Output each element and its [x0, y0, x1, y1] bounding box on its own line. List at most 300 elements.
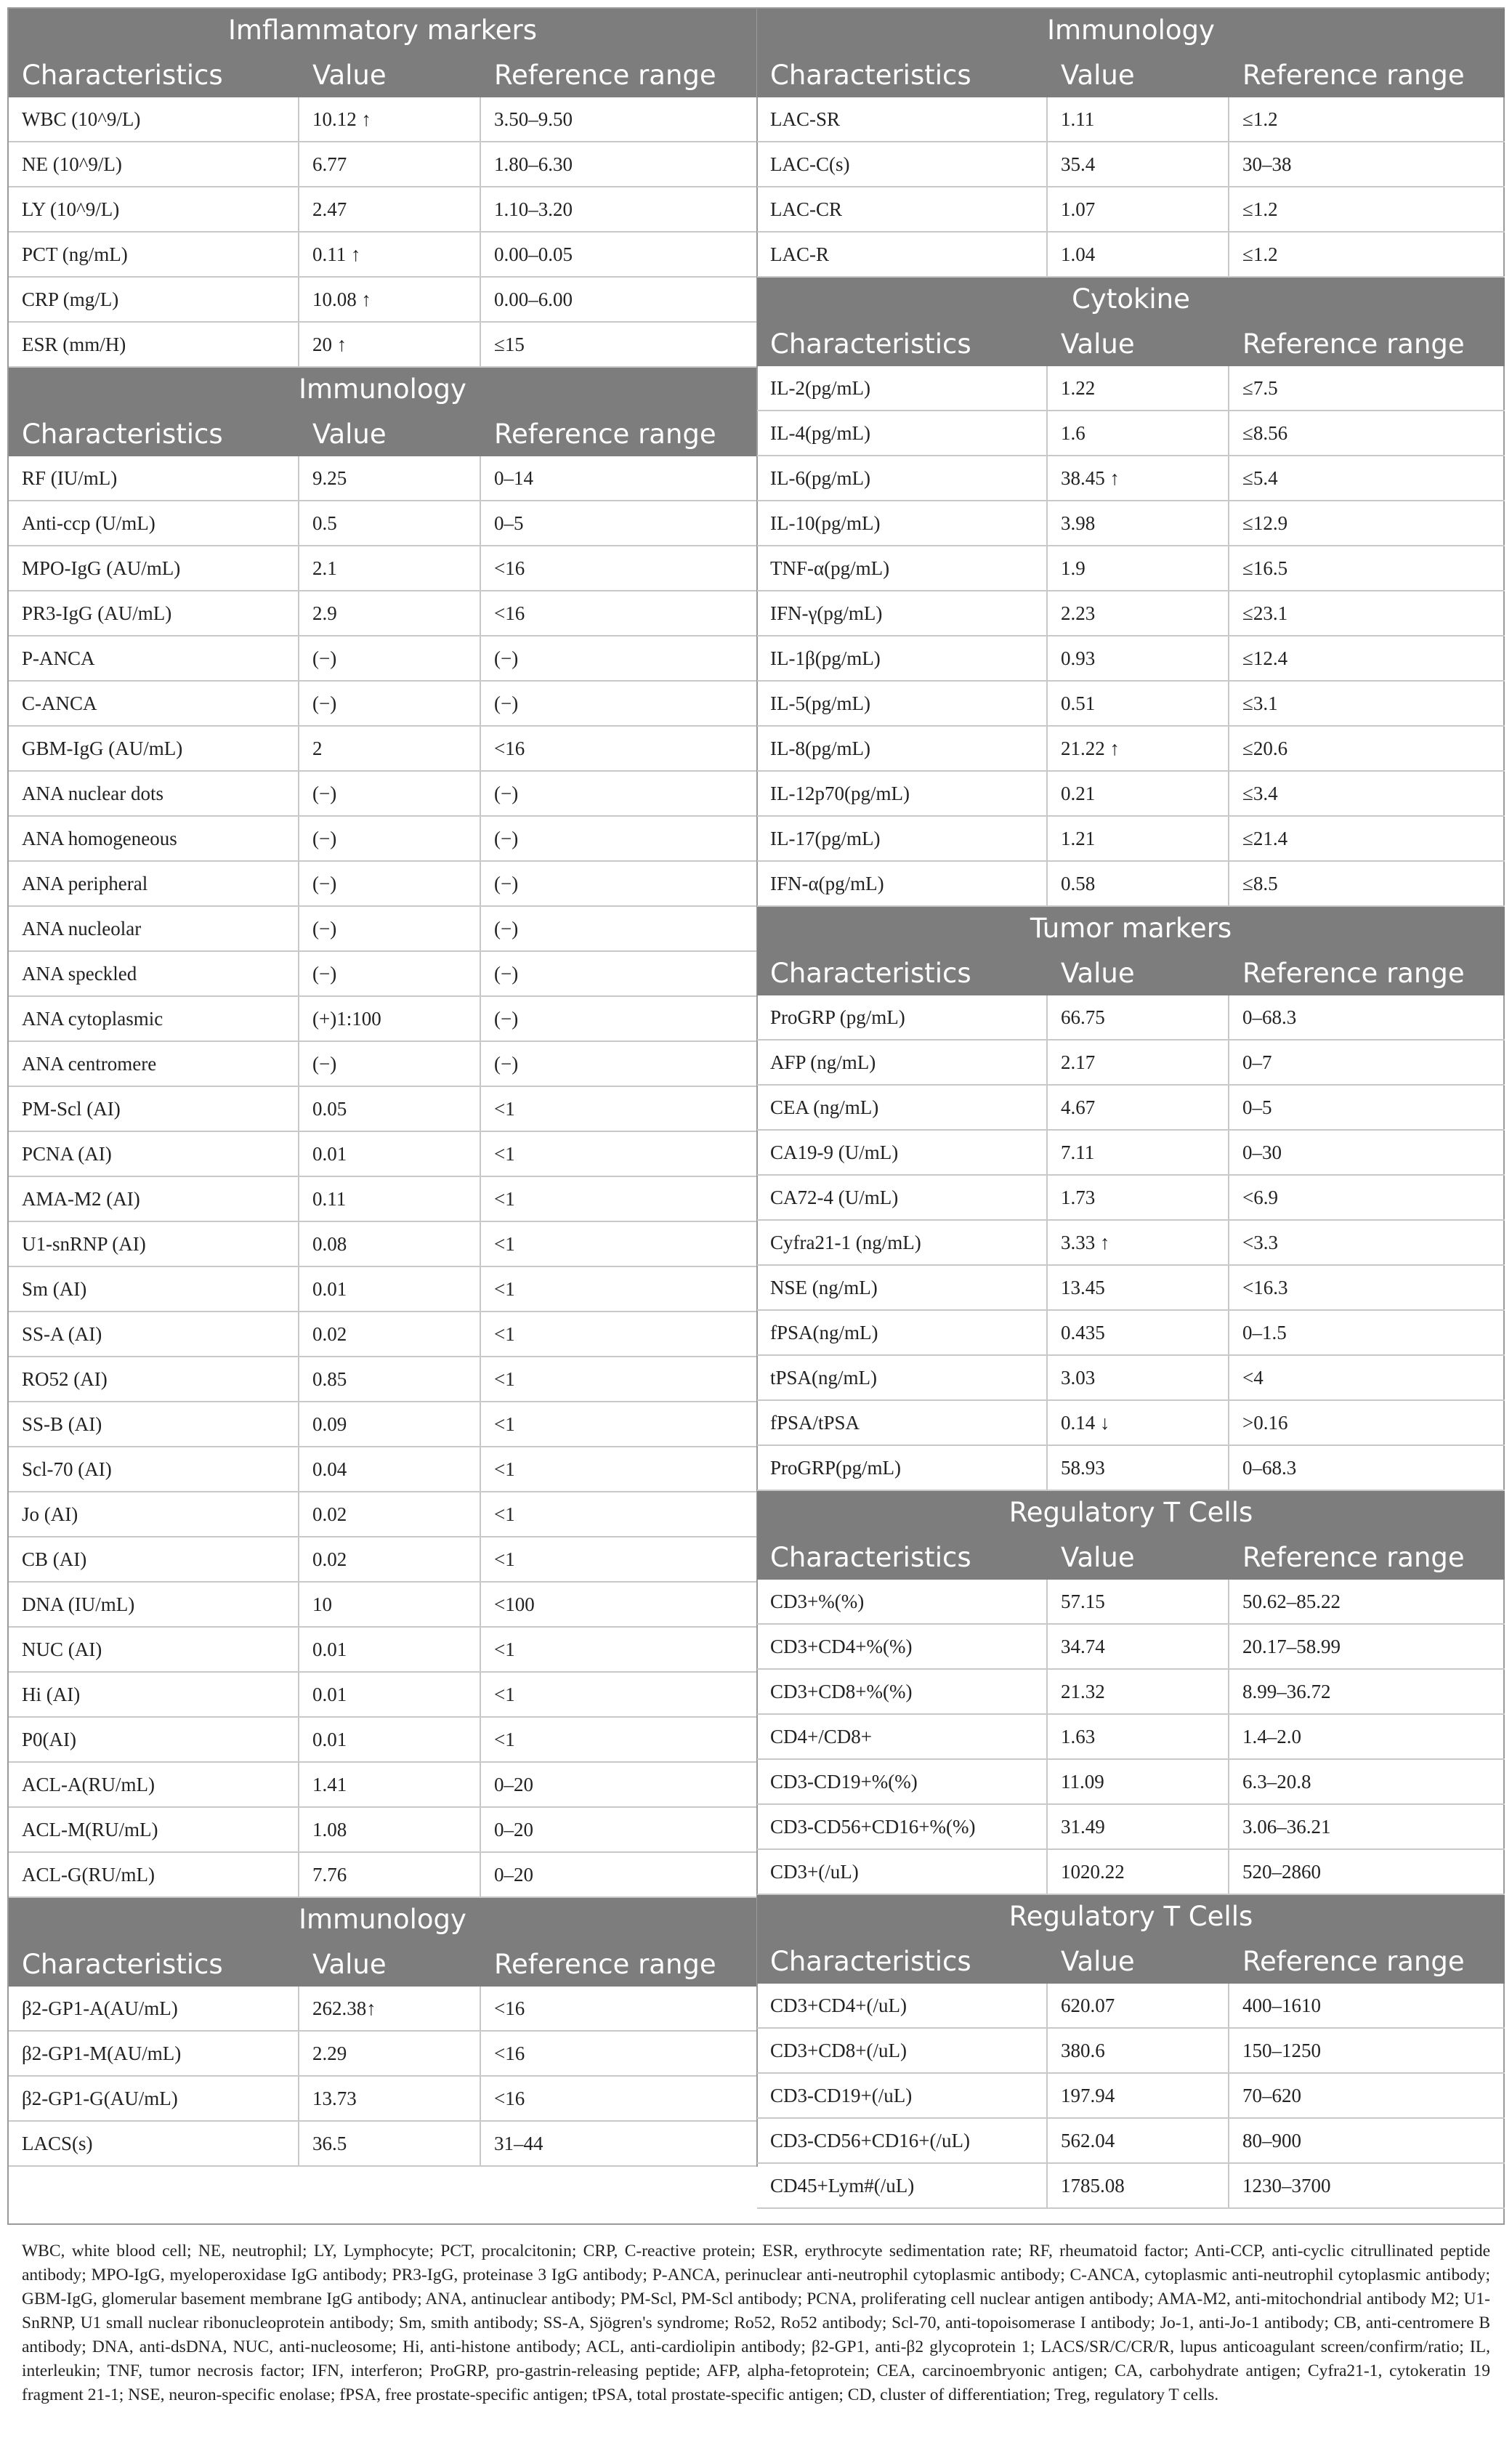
characteristic-cell: AMA-M2 (AI) [9, 1177, 299, 1221]
table-row [757, 1984, 1505, 2029]
reference-range-cell: 0–20 [494, 1818, 533, 1840]
table-row [757, 591, 1505, 637]
reference-range-cell: 150–1250 [1242, 2039, 1321, 2061]
reference-range-cell: <1 [494, 1187, 515, 1210]
column-header-row [757, 321, 1505, 366]
reference-range-cell: <16 [494, 602, 525, 624]
column-header-row [9, 52, 756, 97]
value-cell: 2.29 [299, 2032, 481, 2075]
value-cell: 4.67 [1048, 1086, 1229, 1129]
value-cell: 197.94 [1048, 2074, 1229, 2117]
value-cell: 1.73 [1048, 1176, 1229, 1219]
characteristic-cell: CD3-CD56+CD16+(/uL) [757, 2119, 1048, 2162]
reference-range-cell: <16 [494, 557, 525, 579]
value-cell: 0.08 [299, 1222, 481, 1266]
table-row [757, 727, 1505, 772]
reference-range-cell: 31–44 [494, 2132, 543, 2154]
reference-range-cell: <100 [494, 1593, 535, 1615]
table-row [757, 1356, 1505, 1401]
characteristic-cell: tPSA(ng/mL) [757, 1356, 1048, 1399]
value-cell: (−) [299, 817, 481, 860]
reference-range-cell: <1 [494, 1097, 515, 1120]
value-cell: 35.4 [1048, 142, 1229, 186]
value-cell: 3.33 ↑ [1048, 1221, 1229, 1264]
value-cell: 21.32 [1048, 1670, 1229, 1713]
characteristic-cell: RF (IU/mL) [9, 456, 299, 500]
characteristic-cell: ANA homogeneous [9, 817, 299, 860]
characteristic-cell: ProGRP(pg/mL) [757, 1446, 1048, 1490]
value-cell: 0.04 [299, 1447, 481, 1491]
reference-range-cell: (−) [494, 1052, 519, 1075]
table-row [757, 366, 1505, 411]
header-reference-range: Reference range [1242, 1541, 1465, 1573]
table-row [757, 501, 1505, 546]
value-cell: 0.5 [299, 501, 481, 545]
reference-range-cell: <1 [494, 1503, 515, 1525]
header-value: Value [312, 1948, 387, 1980]
value-cell: 36.5 [299, 2122, 481, 2165]
characteristic-cell: CD3+CD4+(/uL) [757, 1984, 1048, 2027]
value-cell: 9.25 [299, 456, 481, 500]
reference-range-cell: <1 [494, 1728, 515, 1750]
header-characteristics: Characteristics [770, 59, 971, 91]
table-row [757, 456, 1505, 501]
table-row [757, 411, 1505, 456]
value-cell: 1785.08 [1048, 2164, 1229, 2207]
table-row [9, 1312, 756, 1357]
value-cell: (−) [299, 907, 481, 950]
value-cell: (−) [299, 682, 481, 725]
value-cell: 1.9 [1048, 546, 1229, 590]
value-cell: 1.6 [1048, 411, 1229, 455]
reference-range-cell: <4 [1242, 1366, 1264, 1389]
table-row [9, 2122, 756, 2167]
reference-range-cell: <3.3 [1242, 1231, 1278, 1253]
reference-range-cell: <1 [494, 1458, 515, 1480]
table-row [757, 2164, 1505, 2209]
characteristic-cell: GBM-IgG (AU/mL) [9, 727, 299, 770]
characteristic-cell: ANA cytoplasmic [9, 997, 299, 1040]
reference-range-cell: 0–7 [1242, 1051, 1272, 1073]
value-cell: 1.21 [1048, 817, 1229, 860]
characteristic-cell: ANA nuclear dots [9, 772, 299, 815]
reference-range-cell: ≤1.2 [1242, 198, 1278, 220]
reference-range-cell: <1 [494, 1683, 515, 1705]
value-cell: 34.74 [1048, 1625, 1229, 1668]
reference-range-cell: 80–900 [1242, 2129, 1301, 2151]
reference-range-cell: ≤21.4 [1242, 827, 1288, 849]
value-cell: 0.435 [1048, 1311, 1229, 1354]
characteristic-cell: SS-B (AI) [9, 1402, 299, 1446]
reference-range-cell: 400–1610 [1242, 1994, 1321, 2016]
table-row [9, 1718, 756, 1763]
table-row [757, 1670, 1505, 1715]
table-row [9, 1987, 756, 2032]
reference-range-cell: 0–20 [494, 1863, 533, 1886]
table-row [757, 1266, 1505, 1311]
value-cell: 1.08 [299, 1808, 481, 1851]
section-immunology [9, 1898, 756, 2167]
header-characteristics: Characteristics [22, 418, 223, 450]
characteristic-cell: NSE (ng/mL) [757, 1266, 1048, 1309]
value-cell: 0.05 [299, 1087, 481, 1131]
characteristic-cell: LACS(s) [9, 2122, 299, 2165]
table-row [757, 637, 1505, 682]
left-column [9, 9, 758, 2167]
characteristic-cell: ANA speckled [9, 952, 299, 995]
reference-range-cell: 1230–3700 [1242, 2174, 1331, 2197]
header-reference-range: Reference range [1242, 328, 1465, 360]
value-cell: 0.02 [299, 1312, 481, 1356]
value-cell: 20 ↑ [299, 323, 481, 366]
table-row [9, 1132, 756, 1177]
section-imflammatory-markers [9, 9, 756, 368]
characteristic-cell: CD3+(/uL) [757, 1850, 1048, 1894]
reference-range-cell: <1 [494, 1142, 515, 1165]
table-row [9, 1673, 756, 1718]
table-row [9, 1628, 756, 1673]
value-cell: 38.45 ↑ [1048, 456, 1229, 500]
characteristic-cell: NE (10^9/L) [9, 142, 299, 186]
value-cell: 7.76 [299, 1853, 481, 1896]
section-title: Immunology [757, 9, 1505, 52]
section-title: Imflammatory markers [9, 9, 756, 52]
reference-range-cell: (−) [494, 827, 519, 849]
table-row [757, 233, 1505, 278]
reference-range-cell: 8.99–36.72 [1242, 1680, 1331, 1702]
table-row [9, 1492, 756, 1537]
reference-range-cell: ≤3.4 [1242, 782, 1278, 804]
reference-range-cell: 6.3–20.8 [1242, 1770, 1311, 1793]
characteristic-cell: CD3+CD8+(/uL) [757, 2029, 1048, 2072]
reference-range-cell: <1 [494, 1638, 515, 1660]
column-header-row [757, 950, 1505, 995]
value-cell: 0.14 ↓ [1048, 1401, 1229, 1444]
header-reference-range: Reference range [1242, 59, 1465, 91]
value-cell: 0.21 [1048, 772, 1229, 815]
value-cell: 1.41 [299, 1763, 481, 1806]
characteristic-cell: Cyfra21-1 (ng/mL) [757, 1221, 1048, 1264]
characteristic-cell: ProGRP (pg/mL) [757, 995, 1048, 1039]
characteristic-cell: LY (10^9/L) [9, 187, 299, 231]
value-cell: (−) [299, 952, 481, 995]
value-cell: 0.09 [299, 1402, 481, 1446]
value-cell: 0.01 [299, 1718, 481, 1761]
characteristic-cell: CD3-CD56+CD16+%(%) [757, 1805, 1048, 1848]
reference-range-cell: ≤20.6 [1242, 737, 1288, 759]
table-row [757, 1580, 1505, 1625]
table-row [9, 2077, 756, 2122]
reference-range-cell: 520–2860 [1242, 1860, 1321, 1883]
characteristic-cell: P0(AI) [9, 1718, 299, 1761]
reference-range-cell: (−) [494, 692, 519, 714]
characteristic-cell: IL-1β(pg/mL) [757, 637, 1048, 680]
characteristic-cell: β2-GP1-G(AU/mL) [9, 2077, 299, 2120]
section-title: Immunology [9, 1898, 756, 1941]
table-row [9, 637, 756, 682]
characteristic-cell: PCNA (AI) [9, 1132, 299, 1176]
table-row [9, 1357, 756, 1402]
value-cell: (−) [299, 772, 481, 815]
section-title: Regulatory T Cells [757, 1895, 1505, 1939]
reference-range-cell: ≤8.56 [1242, 421, 1288, 444]
column-header-row [757, 1939, 1505, 1984]
table-row [757, 97, 1505, 142]
table-row [9, 1763, 756, 1808]
table-row [9, 501, 756, 546]
reference-range-cell: (−) [494, 962, 519, 985]
value-cell: 6.77 [299, 142, 481, 186]
characteristic-cell: LAC-SR [757, 97, 1048, 141]
characteristic-cell: IL-8(pg/mL) [757, 727, 1048, 770]
table-row [757, 1760, 1505, 1805]
header-value: Value [312, 59, 387, 91]
characteristic-cell: Hi (AI) [9, 1673, 299, 1716]
column-header-row [9, 411, 756, 456]
table-row [9, 456, 756, 501]
reference-range-cell: ≤12.9 [1242, 512, 1288, 534]
header-characteristics: Characteristics [22, 1948, 223, 1980]
reference-range-cell: (−) [494, 782, 519, 804]
reference-range-cell: ≤7.5 [1242, 376, 1278, 399]
table-row [9, 1402, 756, 1447]
table-row [757, 2029, 1505, 2074]
table-row [757, 187, 1505, 233]
section-immunology [757, 9, 1505, 278]
reference-range-cell: 70–620 [1242, 2084, 1301, 2106]
header-reference-range: Reference range [1242, 1945, 1465, 1977]
value-cell: 2.9 [299, 591, 481, 635]
value-cell: 1.11 [1048, 97, 1229, 141]
reference-range-cell: 30–38 [1242, 153, 1292, 175]
characteristic-cell: CRP (mg/L) [9, 278, 299, 321]
reference-range-cell: ≤3.1 [1242, 692, 1278, 714]
characteristic-cell: ANA nucleolar [9, 907, 299, 950]
reference-range-cell: 0–30 [1242, 1141, 1282, 1163]
characteristic-cell: CD3+CD8+%(%) [757, 1670, 1048, 1713]
characteristic-cell: CD3-CD19+%(%) [757, 1760, 1048, 1803]
value-cell: 0.01 [299, 1673, 481, 1716]
value-cell: 562.04 [1048, 2119, 1229, 2162]
table-row [9, 1087, 756, 1132]
characteristic-cell: PCT (ng/mL) [9, 233, 299, 276]
reference-range-cell: 0–68.3 [1242, 1006, 1297, 1028]
characteristic-cell: CA19-9 (U/mL) [757, 1131, 1048, 1174]
header-value: Value [1061, 59, 1135, 91]
value-cell: 1020.22 [1048, 1850, 1229, 1894]
value-cell: 2 [299, 727, 481, 770]
reference-range-cell: 0.00–0.05 [494, 243, 573, 265]
characteristic-cell: AFP (ng/mL) [757, 1040, 1048, 1084]
characteristic-cell: LAC-CR [757, 187, 1048, 231]
characteristic-cell: β2-GP1-M(AU/mL) [9, 2032, 299, 2075]
characteristic-cell: NUC (AI) [9, 1628, 299, 1671]
header-reference-range: Reference range [494, 1948, 716, 1980]
characteristic-cell: DNA (IU/mL) [9, 1583, 299, 1626]
reference-range-cell: ≤1.2 [1242, 108, 1278, 130]
characteristic-cell: IFN-α(pg/mL) [757, 862, 1048, 905]
reference-range-cell: <16 [494, 1997, 525, 2019]
reference-range-cell: ≤15 [494, 333, 525, 355]
table-row [9, 1537, 756, 1583]
header-characteristics: Characteristics [770, 957, 971, 989]
reference-range-cell: <1 [494, 1277, 515, 1300]
reference-range-cell: 3.06–36.21 [1242, 1815, 1331, 1838]
table-page [7, 7, 1505, 2407]
reference-range-cell: (−) [494, 1007, 519, 1030]
characteristic-cell: P-ANCA [9, 637, 299, 680]
value-cell: 10.08 ↑ [299, 278, 481, 321]
table-row [757, 1176, 1505, 1221]
value-cell: 1.63 [1048, 1715, 1229, 1758]
characteristic-cell: ANA peripheral [9, 862, 299, 905]
table-row [757, 1311, 1505, 1356]
table-row [9, 1267, 756, 1312]
column-header-row [757, 52, 1505, 97]
characteristic-cell: IL-17(pg/mL) [757, 817, 1048, 860]
reference-range-cell: ≤12.4 [1242, 647, 1288, 669]
characteristic-cell: MPO-IgG (AU/mL) [9, 546, 299, 590]
reference-range-cell: <1 [494, 1367, 515, 1390]
table-row [757, 1401, 1505, 1446]
value-cell: 262.38↑ [299, 1987, 481, 2030]
table-row [757, 1446, 1505, 1491]
reference-range-cell: 20.17–58.99 [1242, 1635, 1341, 1657]
table-row [757, 546, 1505, 591]
value-cell: 380.6 [1048, 2029, 1229, 2072]
value-cell: 2.17 [1048, 1040, 1229, 1084]
reference-range-cell: 0–20 [494, 1773, 533, 1795]
reference-range-cell: 0–5 [494, 512, 524, 534]
characteristic-cell: ACL-M(RU/mL) [9, 1808, 299, 1851]
reference-range-cell: 3.50–9.50 [494, 108, 573, 130]
value-cell: 66.75 [1048, 995, 1229, 1039]
table-row [9, 1808, 756, 1853]
table-row [757, 2119, 1505, 2164]
value-cell: 21.22 ↑ [1048, 727, 1229, 770]
value-cell: 0.11 [299, 1177, 481, 1221]
characteristic-cell: Anti-ccp (U/mL) [9, 501, 299, 545]
table-row [757, 1040, 1505, 1086]
header-value: Value [1061, 328, 1135, 360]
reference-range-cell: <16 [494, 2087, 525, 2109]
characteristic-cell: ESR (mm/H) [9, 323, 299, 366]
header-value: Value [312, 418, 387, 450]
characteristic-cell: CD3-CD19+(/uL) [757, 2074, 1048, 2117]
characteristic-cell: PR3-IgG (AU/mL) [9, 591, 299, 635]
header-reference-range: Reference range [494, 59, 716, 91]
characteristic-cell: ACL-G(RU/mL) [9, 1853, 299, 1896]
reference-range-cell: 0–68.3 [1242, 1456, 1297, 1479]
reference-range-cell: (−) [494, 872, 519, 894]
value-cell: 0.85 [299, 1357, 481, 1401]
value-cell: 10 [299, 1583, 481, 1626]
table-row [757, 1221, 1505, 1266]
value-cell: 0.11 ↑ [299, 233, 481, 276]
table-row [9, 323, 756, 368]
section-regulatory-t-cells [757, 1491, 1505, 1895]
table-row [9, 1177, 756, 1222]
value-cell: 2.47 [299, 187, 481, 231]
reference-range-cell: 1.80–6.30 [494, 153, 573, 175]
table-row [9, 278, 756, 323]
characteristic-cell: CEA (ng/mL) [757, 1086, 1048, 1129]
reference-range-cell: >0.16 [1242, 1411, 1288, 1434]
header-characteristics: Characteristics [770, 1945, 971, 1977]
table-row [757, 817, 1505, 862]
header-characteristics: Characteristics [22, 59, 223, 91]
reference-range-cell: <1 [494, 1232, 515, 1255]
section-tumor-markers [757, 907, 1505, 1491]
characteristic-cell: RO52 (AI) [9, 1357, 299, 1401]
table-row [9, 1583, 756, 1628]
header-reference-range: Reference range [494, 418, 716, 450]
table-row [757, 142, 1505, 187]
right-column [757, 9, 1505, 2209]
table-row [9, 1853, 756, 1898]
table-row [757, 1131, 1505, 1176]
header-value: Value [1061, 957, 1135, 989]
reference-range-cell: <1 [494, 1548, 515, 1570]
reference-range-cell: (−) [494, 917, 519, 939]
characteristic-cell: β2-GP1-A(AU/mL) [9, 1987, 299, 2030]
characteristic-cell: CA72-4 (U/mL) [757, 1176, 1048, 1219]
value-cell: 0.01 [299, 1267, 481, 1311]
table-row [757, 682, 1505, 727]
characteristic-cell: CD45+Lym#(/uL) [757, 2164, 1048, 2207]
column-header-row [757, 1535, 1505, 1580]
table-row [757, 995, 1505, 1040]
characteristic-cell: IFN-γ(pg/mL) [757, 591, 1048, 635]
table-row [9, 1042, 756, 1087]
reference-range-cell: (−) [494, 647, 519, 669]
table-row [757, 2074, 1505, 2119]
characteristic-cell: IL-6(pg/mL) [757, 456, 1048, 500]
section-title: Cytokine [757, 278, 1505, 321]
reference-range-cell: ≤8.5 [1242, 872, 1278, 894]
value-cell: 1.07 [1048, 187, 1229, 231]
value-cell: 58.93 [1048, 1446, 1229, 1490]
section-cytokine [757, 278, 1505, 907]
table-row [757, 1805, 1505, 1850]
header-value: Value [1061, 1541, 1135, 1573]
value-cell: 3.03 [1048, 1356, 1229, 1399]
value-cell: 0.93 [1048, 637, 1229, 680]
table-row [757, 1086, 1505, 1131]
value-cell: 1.04 [1048, 233, 1229, 276]
table-row [9, 682, 756, 727]
value-cell: 1.22 [1048, 366, 1229, 410]
reference-range-cell: <6.9 [1242, 1186, 1278, 1208]
reference-range-cell: 0–1.5 [1242, 1321, 1287, 1343]
section-immunology [9, 368, 756, 1898]
characteristic-cell: C-ANCA [9, 682, 299, 725]
table-row [9, 952, 756, 997]
characteristic-cell: IL-12p70(pg/mL) [757, 772, 1048, 815]
reference-range-cell: <16.3 [1242, 1276, 1288, 1298]
reference-range-cell: 0–14 [494, 466, 533, 489]
section-title: Tumor markers [757, 907, 1505, 950]
value-cell: (+)1:100 [299, 997, 481, 1040]
table-row [9, 862, 756, 907]
table-row [9, 97, 756, 142]
table-row [9, 2032, 756, 2077]
characteristic-cell: CD3+CD4+%(%) [757, 1625, 1048, 1668]
table-row [9, 727, 756, 772]
reference-range-cell: 50.62–85.22 [1242, 1590, 1341, 1612]
characteristic-cell: IL-10(pg/mL) [757, 501, 1048, 545]
characteristic-cell: Jo (AI) [9, 1492, 299, 1536]
